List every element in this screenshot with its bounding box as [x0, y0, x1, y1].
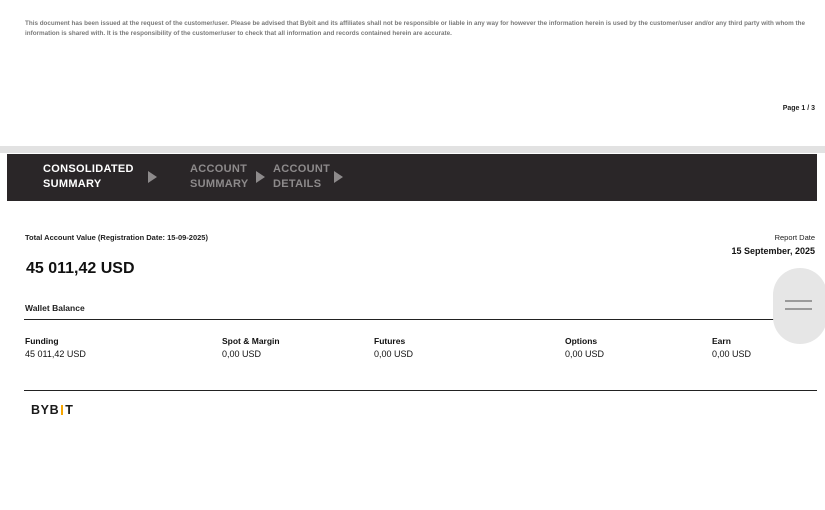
wallet-column-funding	[25, 335, 86, 361]
page-separator	[0, 146, 825, 153]
wallet-column-value: 45 011,42 USD	[25, 349, 86, 359]
logo-accent-mark	[61, 405, 63, 415]
wallet-column-options	[565, 335, 604, 361]
wallet-divider	[24, 319, 817, 320]
nav-step-account-summary[interactable]: ACCOUNT SUMMARY	[190, 163, 249, 190]
report-date-label: Report Date	[774, 233, 815, 242]
report-date-value: 15 September, 2025	[731, 246, 815, 256]
page-indicator: Page 1 / 3	[782, 105, 815, 112]
footer-divider	[24, 390, 817, 391]
wallet-column-value: 0,00 USD	[565, 349, 605, 359]
total-account-value: 45 011,42 USD	[26, 260, 135, 277]
nav-arrow-icon	[334, 171, 343, 183]
wallet-column-value: 0,00 USD	[712, 349, 752, 359]
wallet-balance-title: Wallet Balance	[25, 303, 85, 313]
wallet-column-value: 0,00 USD	[222, 349, 262, 359]
nav-step-account-details[interactable]: ACCOUNT DETAILS	[273, 163, 331, 190]
nav-step-consolidated-summary[interactable]: CONSOLIDATED SUMMARY	[43, 163, 134, 190]
total-account-value-label: Total Account Value (Registration Date: 15-09-2025)	[25, 233, 208, 242]
wallet-column-label: Funding	[25, 336, 59, 346]
disclaimer-text: This document has been issued at the request of the customer/user. Please be advised that Bybit and its affiliates shall not be responsible or liable in any way for however the information herein is used by the customer/user and/or any third party with whom the information is shared with. It is the responsibility of the customer/user to check that all information and records contained herein are accurate.	[25, 20, 805, 37]
nav-arrow-icon	[256, 171, 265, 183]
bybit-logo	[31, 403, 73, 417]
wallet-column-label: Earn	[712, 336, 731, 346]
wallet-column-value: 0,00 USD	[374, 349, 414, 359]
menu-handle-button[interactable]	[773, 268, 825, 344]
logo-text-left: BYB	[31, 403, 60, 417]
logo-text-right: T	[65, 403, 74, 417]
wallet-column-spot-margin	[222, 335, 280, 361]
wallet-column-label: Futures	[374, 336, 406, 346]
nav-arrow-icon	[148, 171, 157, 183]
section-nav	[7, 154, 817, 201]
wallet-column-label: Spot & Margin	[222, 336, 280, 346]
wallet-column-futures	[374, 335, 413, 361]
wallet-column-earn	[712, 335, 751, 361]
wallet-column-label: Options	[565, 336, 598, 346]
